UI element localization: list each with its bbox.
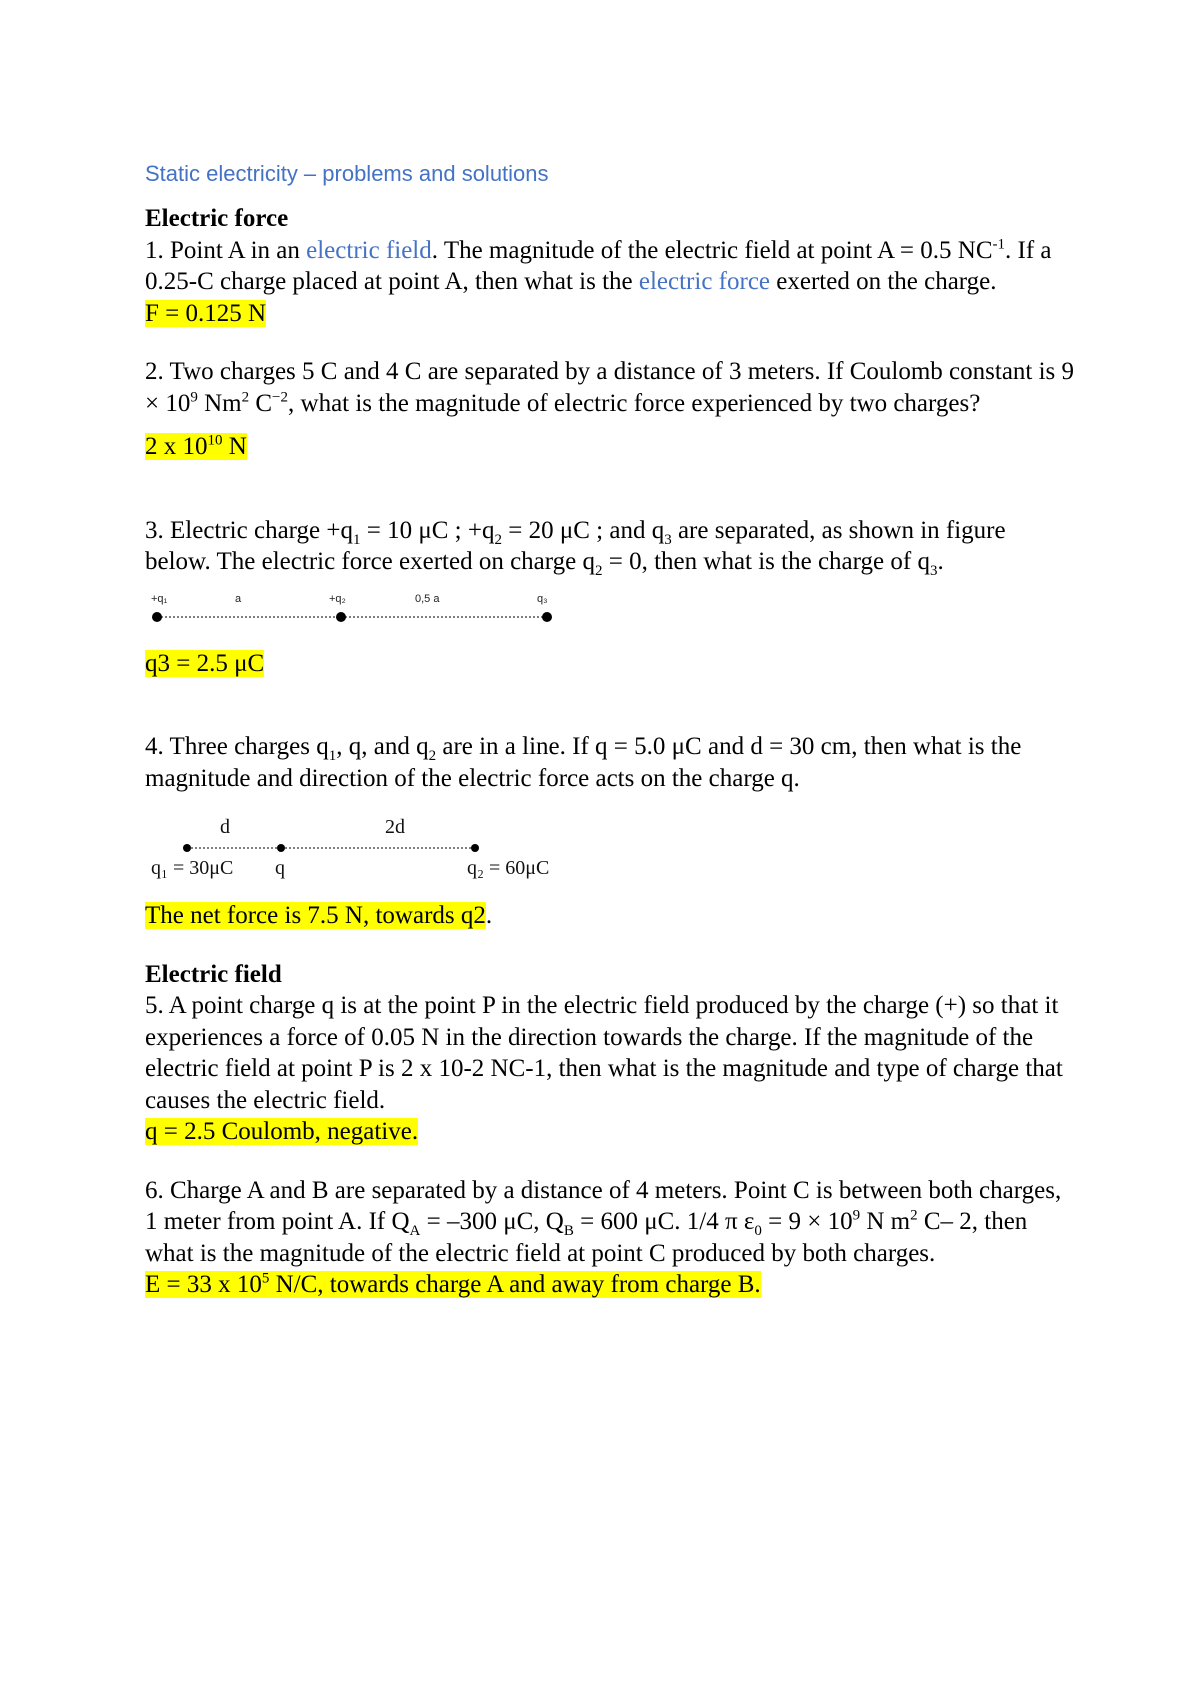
problem-5: 5. A point charge q is at the point P in the electric field produced by the charge (+) so that it experiences a force of 0.05 N in the direction towards the charge. If the magnitude of the electric field at point P is 2 x 10-2 NC-1, then what is the magnitude and type of charge that causes the electric field. (145, 992, 1063, 1114)
problem-3: 3. Electric charge $+q_1 = 10$ μC ; $+q_2 = 20$ μC ; and $q_3$ are separated, as shown in figure below. The electric force exerted on charge $q_2 = 0$, then what is the charge of $q_3$. (145, 516, 1006, 579)
problem-4: 4. Three charges $q_1$, q, and $q_2$ are in a line. If q = 5.0 μC and d = 30 cm, then what is the magnitude and direction of the electric force acts on the charge q. (145, 733, 1022, 792)
answer-2: 2 x $10^{10}$ N (145, 432, 247, 460)
document-content (145, 158, 1075, 1301)
fig4-label-2d: 2d (385, 816, 405, 838)
fig4-charge-q1 (183, 844, 191, 852)
fig4-label-q2: q₂ = 60μC (467, 857, 550, 879)
electric-field-link[interactable]: electric field (306, 236, 432, 264)
fig3-label-q1: +q₁ (151, 592, 168, 605)
fig4-charge-q (277, 844, 285, 852)
answer-4: The net force is 7.5 N, towards q2. (145, 902, 493, 929)
answer-1: F = 0.125 N (145, 299, 267, 327)
fig3-charge-q1 (152, 612, 162, 622)
fig4-charge-q2 (471, 844, 479, 852)
answer-6: E = 33 x $10^5$ N/C, towards charge A and away from charge B. (145, 1270, 761, 1298)
fig4-label-q1: q₁ = 30μC (151, 857, 234, 879)
problem-1: 1. Point A in an electric field. The magnitude of the electric field at point A = 0.5 $NC^{-1}$. If a 0.25-C charge placed at point A, then what is the electric force exerted on the charge. (145, 236, 1052, 295)
fig3-label-q2: +q₂ (329, 592, 346, 605)
page-title: Static electricity – problems and solutions (145, 161, 549, 186)
problem-2: 2. Two charges 5 C and 4 C are separated by a distance of 3 meters. If Coulomb constant is $9 \times 10^9$ Nm$^2$ $C^{-2}$, what is the magnitude of electric force experienced by two charges? (145, 358, 1075, 417)
fig3-label-a: a (235, 592, 242, 605)
problem-6: 6. Charge A and B are separated by a distance of 4 meters. Point C is between both charges, 1 meter from point A. If $Q_A = -300$ μC, $Q_B = 600$ μC. 1/4 π $\varepsilon_0 = 9 \times 10^9$ N $m^2$ C– 2, then what is the magnitude of the electric field at point C produced by both charges. (145, 1176, 1062, 1267)
charges-figure-4 (145, 810, 585, 890)
section-heading-electric-field: Electric field (145, 960, 282, 988)
fig4-label-q: q (275, 857, 285, 879)
fig3-charge-q2 (336, 612, 346, 622)
charges-figure-3 (145, 590, 565, 640)
fig4-label-d: d (220, 816, 230, 838)
fig3-charge-q3 (542, 612, 552, 622)
answer-5: q = 2.5 Coulomb, negative. (145, 1118, 419, 1145)
fig3-label-half-a: 0,5 a (415, 592, 440, 605)
section-heading-electric-force: Electric force (145, 205, 289, 232)
answer-3: q3 = 2.5 μC (145, 649, 265, 677)
fig3-label-q3: q₃ (537, 592, 548, 605)
electric-force-link[interactable]: electric force (638, 268, 771, 295)
